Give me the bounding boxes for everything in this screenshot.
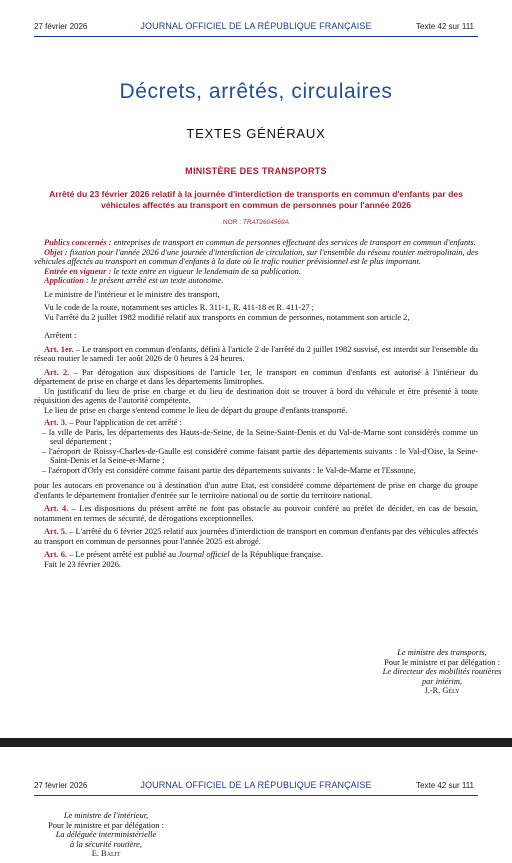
page-header	[0, 22, 512, 34]
header-2-divider	[34, 795, 478, 796]
entree-text: le texte entre en vigueur le lendemain de sa publication.	[111, 266, 301, 276]
subsection-title: TEXTES GÉNÉRAUX	[186, 126, 326, 141]
signature-transports-role: Le directeur des mobilités routières	[382, 667, 502, 676]
publics-text: entreprises de transport en commun de personnes effectuant des services de transport en commun d'enfants.	[111, 238, 476, 247]
article-5-text: – L'arrêté du 6 février 2025 relatif aux journées d'interdiction de transport en commun d'enfants par des véhicules affectés au transport en commun de personnes pour l'année 2025 est abrogé.	[34, 527, 478, 546]
signature-interieur-title: Le ministre de l'intérieur,	[63, 811, 149, 820]
nor-line	[0, 219, 512, 226]
article-4-text: – Les dispositions du présent arrêté ne font pas obstacle au pouvoir conféré au préfet de décider, en cas de besoin, notamment en termes de sécurité, de dérogations exceptionnelles.	[34, 504, 478, 523]
signature-transports-interim: par intérim,	[421, 676, 462, 686]
signature-interieur-delegation: Pour le ministre et par délégation :	[48, 820, 164, 830]
publics-paragraph	[34, 238, 478, 248]
article-3	[34, 418, 478, 428]
application-paragraph	[34, 276, 478, 286]
page-separator	[0, 738, 512, 747]
article-6-label: Art. 6.	[44, 550, 68, 559]
preamble-ministers: Le ministre de l'intérieur et le ministre des transport,	[44, 289, 220, 299]
article-3-item-roissy: – l'aéroport de Roissy-Charles-de-Gaulle est considéré comme faisant partie des départements suivants : le Val-d'Oise, la Seine-Saint-Denis et la Seine-et-Marne ;	[42, 446, 478, 465]
article-6-journal: Journal officiel	[178, 550, 230, 559]
article-5	[34, 527, 478, 546]
header-2-journal: JOURNAL OFFICIEL DE LA RÉPUBLIQUE FRANÇAISE	[140, 780, 372, 790]
section-title: Décrets, arrêtés, circulaires	[119, 80, 393, 103]
article-6-text-a: – Le présent arrêté est publié au	[67, 550, 179, 559]
header-2-date: 27 février 2026	[34, 781, 88, 790]
article-2-text: – Par dérogation aux dispositions de l'article 1er, le transport en commun d'enfants est autorisé à l'intérieur du département de prise en charge et dans les départements limitrophes.	[34, 367, 478, 386]
publics-label: Publics concernés :	[44, 238, 112, 247]
article-4-label: Art. 4.	[44, 504, 69, 513]
objet-label: Objet :	[44, 247, 68, 257]
signature-interieur-role-2: à la sécurité routière,	[70, 839, 142, 849]
article-6-text-b: de la République française.	[229, 550, 323, 559]
nor-label: NOR :	[222, 219, 243, 226]
application-text: le présent arrêté est un texte autonome.	[88, 276, 224, 285]
article-1	[34, 345, 478, 364]
article-1-label: Art. 1er.	[44, 344, 74, 354]
article-6	[34, 550, 478, 560]
preamble-vu-arrete: Vu l'arrêté du 2 juillet 1982 modifié relatif aux transports en commun de personnes, notamment son article 2,	[44, 312, 410, 322]
preamble-vu-code: Vu le code de la route, notamment ses articles R. 311-1, R. 411-18 et R. 411-27 ;	[44, 303, 314, 312]
signature-interieur-name: E. Balit	[91, 849, 121, 858]
article-3-text: – Pour l'application de cet arrêté :	[67, 418, 182, 427]
signature-interieur-role: La déléguée interministérielle	[55, 830, 157, 839]
signature-transports-delegation: Pour le ministre et par délégation :	[384, 657, 500, 667]
article-1-text: – Le transport en commun d'enfants, défini à l'article 2 de l'arrêté du 2 juillet 1982 susvisé, est interdit sur l'ensemble du réseau routier le samedi 1er août 2026 de 0 heures à 24 heures.	[34, 344, 478, 363]
header-journal: JOURNAL OFFICIEL DE LA RÉPUBLIQUE FRANÇAISE	[140, 21, 372, 31]
article-3-label: Art. 3.	[44, 418, 68, 427]
signature-transports	[186, 648, 512, 696]
entree-paragraph	[34, 267, 478, 277]
article-3-autocars: pour les autocars en provenance ou à destination d'un autre Etat, est considéré comme département de prise en charge du groupe d'enfants le département frontalier d'entrée sur le territoire national ou de sortie du territoire national.	[34, 481, 478, 500]
entree-label: Entrée en vigueur :	[44, 266, 112, 276]
article-2-lieu: Le lieu de prise en charge s'entend comme le lieu de départ du groupe d'enfants transporté.	[44, 405, 348, 415]
article-2	[34, 368, 478, 387]
header-date: 27 février 2026	[34, 22, 88, 31]
arrete-title: Arrêté du 23 février 2026 relatif à la journée d'interdiction de transports en commun d'enfants par des véhicules affectés au transport en commun de personnes pour l'année 2026	[49, 189, 463, 210]
fait-le: Fait le 23 février 2026.	[44, 559, 121, 569]
nor-code: TRAT2604569A	[242, 219, 289, 226]
application-label: Application :	[44, 276, 89, 285]
article-4	[34, 504, 478, 523]
signature-transports-name: J.-R. Gély	[424, 686, 460, 695]
article-5-label: Art. 5.	[44, 527, 68, 536]
document-page-2	[0, 747, 512, 863]
arretent-line: Arrêtent :	[44, 331, 77, 340]
signature-transports-title: Le ministre des transports,	[397, 648, 487, 657]
header-2-texte: Texte 42 sur 111	[416, 781, 474, 790]
page-2-header	[0, 781, 512, 793]
article-3-item-paris: – la ville de Paris, les départements des Hauts-de-Seine, de la Seine-Saint-Denis et du Val-de-Marne sont considérés comme un seul département ;	[42, 427, 478, 446]
article-2-label: Art. 2.	[44, 367, 70, 377]
signature-interieur	[0, 811, 362, 859]
header-texte: Texte 42 sur 111	[416, 22, 474, 31]
ministry-title: MINISTÈRE DES TRANSPORTS	[185, 166, 327, 176]
objet-paragraph	[34, 248, 478, 267]
document-body	[34, 238, 478, 569]
article-3-item-orly: – l'aéroport d'Orly est considéré comme faisant partie des départements suivants : le Val-de-Marne et l'Essonne,	[42, 465, 416, 475]
header-divider	[34, 36, 478, 37]
objet-text: fixation pour l'année 2026 d'une journée d'interdiction de circulation, sur l'ensemble du réseau routier métropolitain, des véhicules affectés au transport en commun d'enfants à la date où le trafic routier prévisionnel est le plus important.	[34, 247, 478, 266]
article-2-justificatif: Un justificatif du lieu de prise en charge et du lieu de destination doit se trouver à bord du véhicule et être présenté à toute réquisition des agents de l'autorité compétente.	[34, 386, 478, 405]
